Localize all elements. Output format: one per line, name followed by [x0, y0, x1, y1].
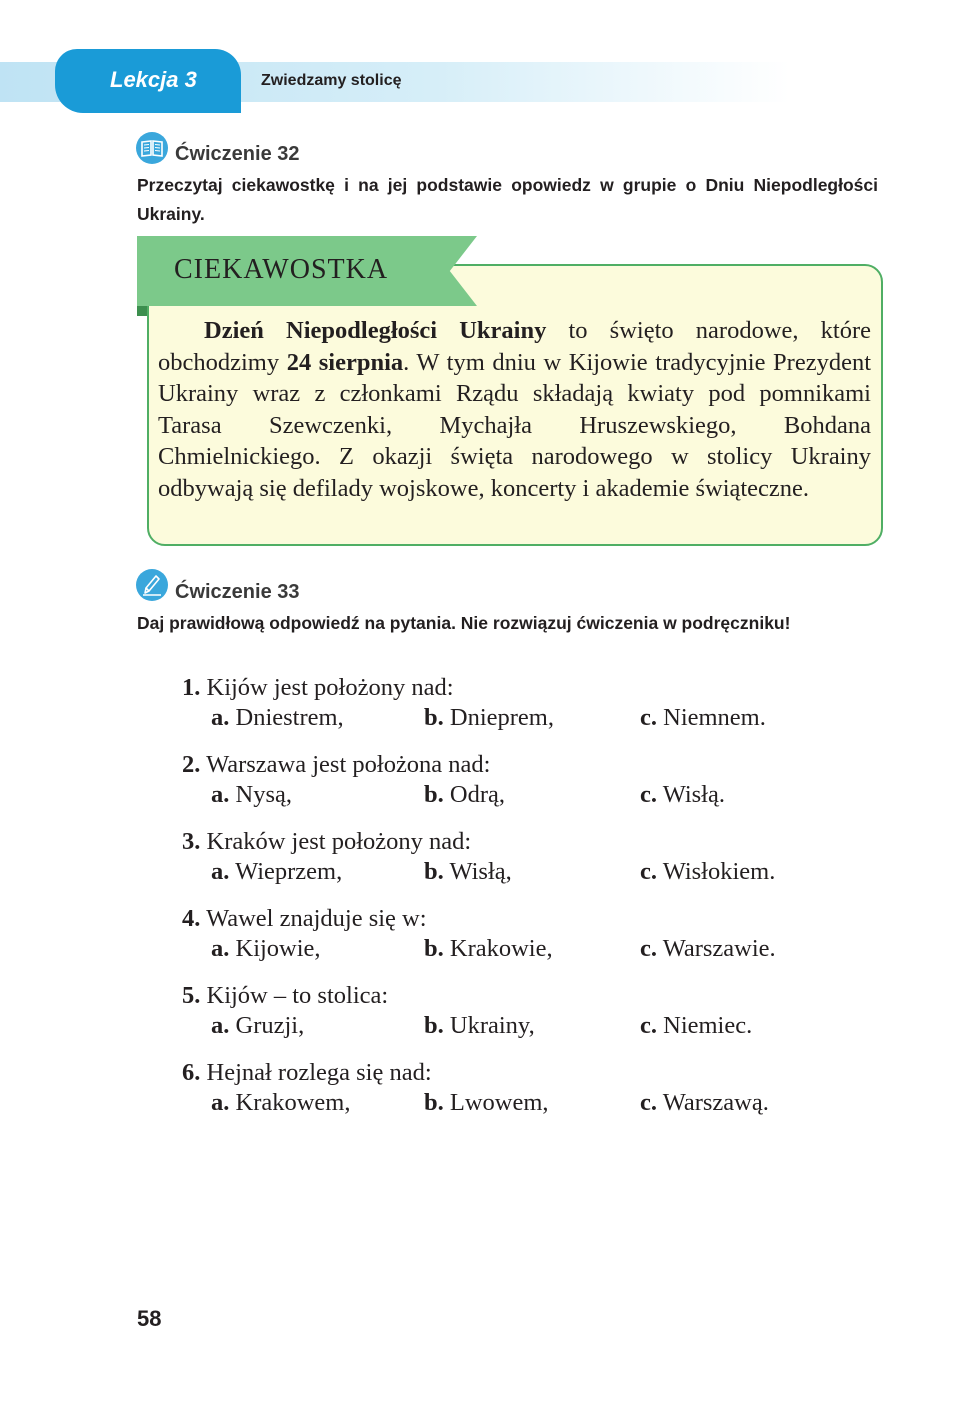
fact-bold-name: Dzień Niepodległości Ukrainy	[204, 317, 547, 344]
lesson-tab	[55, 49, 241, 113]
option-c: c. Warszawą.	[640, 1089, 769, 1116]
option-c: c. Niemnem.	[640, 704, 766, 731]
question-text: Kraków jest położony nad:	[206, 828, 472, 855]
option-a: a. Nysą,	[211, 781, 292, 808]
question-text: Wawel znajduje się w:	[206, 905, 427, 932]
question-text: Kijów jest położony nad:	[206, 674, 454, 701]
question-text: Kijów – to stolica:	[206, 982, 389, 1009]
option-c: c. Wisłą.	[640, 781, 725, 808]
question-6	[182, 1058, 862, 1118]
option-b: b. Ukrainy,	[424, 1012, 535, 1039]
lesson-label: Lekcja 3	[110, 67, 197, 92]
question-number: 1.	[182, 674, 201, 701]
question-text: Warszawa jest położona nad:	[206, 751, 491, 778]
option-a: a. Dniestrem,	[211, 704, 344, 731]
option-b: b. Krakowie,	[424, 935, 553, 962]
exercise-33-instruction: Daj prawidłową odpowiedź na pytania. Nie rozwiązuj ćwiczenia w podręczniku!	[137, 613, 791, 633]
question-text: Hejnał rozlega się nad:	[206, 1059, 432, 1086]
question-number: 3.	[182, 828, 201, 855]
banner-fold	[137, 306, 147, 316]
option-b: b. Wisłą,	[424, 858, 512, 885]
question-number: 5.	[182, 982, 201, 1009]
pen-icon	[136, 569, 168, 601]
exercise-32-title: Ćwiczenie 32	[175, 143, 300, 165]
question-3	[182, 827, 862, 887]
option-c: c. Warszawie.	[640, 935, 776, 962]
option-a: a. Gruzji,	[211, 1012, 305, 1039]
option-b: b. Odrą,	[424, 781, 505, 808]
option-c: c. Wisłokiem.	[640, 858, 776, 885]
fact-text-part1: to święto narodowe, które obchodzimy	[158, 317, 871, 376]
fact-text	[158, 315, 871, 504]
question-number: 6.	[182, 1059, 201, 1086]
fact-bold-date: 24 sierpnia	[286, 348, 404, 376]
question-number: 2.	[182, 751, 201, 778]
question-5	[182, 981, 862, 1041]
exercise-33-title: Ćwiczenie 33	[175, 581, 300, 603]
exercise-32-instruction: Przeczytaj ciekawostkę i na jej podstawie opowiedz w grupie o Dniu Niepodległości Ukrainy.	[137, 175, 878, 224]
question-2	[182, 750, 862, 810]
question-1	[182, 673, 862, 733]
option-c: c. Niemiec.	[640, 1012, 753, 1039]
fact-heading: CIEKAWOSTKA	[174, 254, 389, 285]
option-a: a. Kijowie,	[211, 935, 321, 962]
page-number: 58	[137, 1306, 162, 1331]
option-b: b. Dnieprem,	[424, 704, 554, 731]
option-a: a. Wieprzem,	[211, 858, 343, 885]
option-a: a. Krakowem,	[211, 1089, 351, 1116]
book-icon	[136, 132, 168, 164]
questions-list	[182, 673, 862, 1135]
fact-text-part2: . W tym dniu w Kijowie tradycyjnie Prezydent Ukrainy wraz z członkami Rządu składają kwiaty pod pomnikami Tarasa Szewczenki, Mychajła Hruszewskiego, Bohdana Chmielnickiego. Z okazji święta narodowego w stolicy Ukrainy odbywają się defilady wojskowe, koncerty i akademie świąteczne.	[158, 348, 871, 502]
question-4	[182, 904, 862, 964]
question-number: 4.	[182, 905, 201, 932]
lesson-topic: Zwiedzamy stolicę	[261, 72, 402, 89]
option-b: b. Lwowem,	[424, 1089, 549, 1116]
